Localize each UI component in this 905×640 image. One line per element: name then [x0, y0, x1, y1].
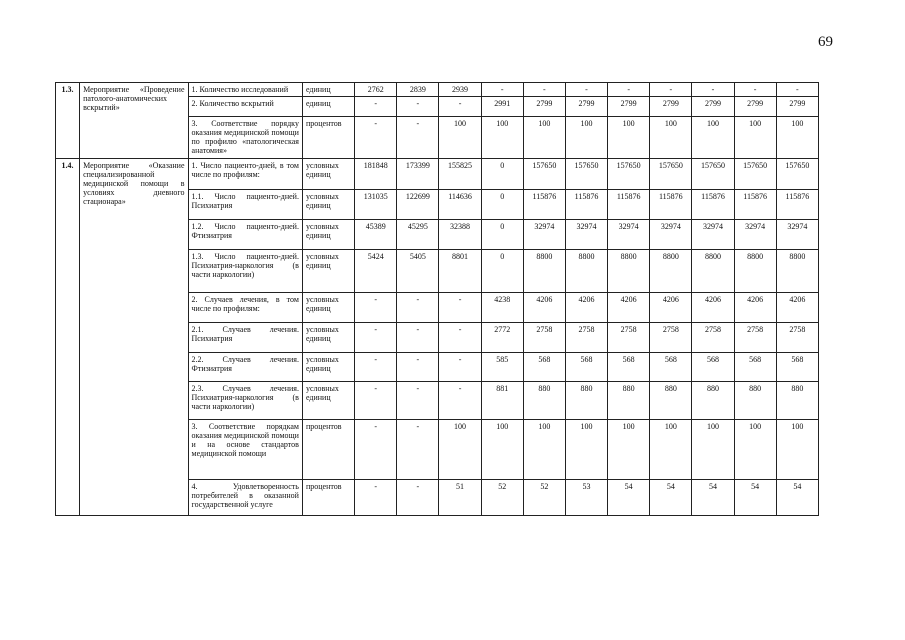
value-cell: 157650	[734, 159, 776, 190]
value-cell: 122699	[397, 190, 439, 220]
indicator-cell: 2. Количество вскрытий	[188, 97, 302, 117]
unit-cell: условных единиц	[302, 159, 354, 190]
value-cell: 52	[523, 480, 565, 516]
value-cell: -	[439, 353, 481, 382]
unit-cell: условных единиц	[302, 220, 354, 250]
value-cell: 32388	[439, 220, 481, 250]
value-cell: -	[608, 83, 650, 97]
value-cell: 2758	[608, 323, 650, 353]
value-cell: -	[355, 382, 397, 420]
value-cell: 32974	[650, 220, 692, 250]
value-cell: 2758	[565, 323, 607, 353]
value-cell: 32974	[608, 220, 650, 250]
indicator-cell: 2.2. Случаев лечения. Фтизиатрия	[188, 353, 302, 382]
value-cell: -	[397, 382, 439, 420]
value-cell: 100	[734, 117, 776, 159]
value-cell: -	[439, 323, 481, 353]
table-body	[56, 83, 819, 516]
value-cell: 157650	[776, 159, 818, 190]
value-cell: 8800	[692, 250, 734, 293]
value-cell: -	[397, 97, 439, 117]
page-number: 69	[818, 34, 833, 50]
value-cell: 155825	[439, 159, 481, 190]
value-cell: 100	[650, 117, 692, 159]
value-cell: 131035	[355, 190, 397, 220]
value-cell: 100	[608, 420, 650, 480]
value-cell: -	[439, 97, 481, 117]
value-cell: 8801	[439, 250, 481, 293]
value-cell: 2799	[608, 97, 650, 117]
value-cell: 2991	[481, 97, 523, 117]
value-cell: 54	[650, 480, 692, 516]
indicator-cell: 1.2. Число пациенто-дней. Фтизиатрия	[188, 220, 302, 250]
value-cell: 32974	[692, 220, 734, 250]
value-cell: 100	[692, 420, 734, 480]
value-cell: 568	[692, 353, 734, 382]
value-cell: 114636	[439, 190, 481, 220]
value-cell: 2758	[776, 323, 818, 353]
value-cell: 880	[776, 382, 818, 420]
value-cell: 4238	[481, 293, 523, 323]
value-cell: 8800	[776, 250, 818, 293]
value-cell: 2799	[734, 97, 776, 117]
value-cell: 880	[734, 382, 776, 420]
value-cell: 100	[481, 117, 523, 159]
value-cell: 32974	[565, 220, 607, 250]
indicator-cell: 3. Соответствие порядкам оказания медицинской помощи и на основе стандартов медицинской помощи	[188, 420, 302, 480]
value-cell: -	[692, 83, 734, 97]
value-cell: 157650	[608, 159, 650, 190]
value-cell: -	[397, 353, 439, 382]
section-number: 1.4.	[56, 159, 80, 516]
value-cell: 100	[776, 117, 818, 159]
value-cell: 5405	[397, 250, 439, 293]
table-row	[56, 83, 819, 97]
value-cell: -	[481, 83, 523, 97]
value-cell: 568	[523, 353, 565, 382]
value-cell: 568	[734, 353, 776, 382]
value-cell: 568	[650, 353, 692, 382]
value-cell: 100	[439, 420, 481, 480]
unit-cell: процентов	[302, 480, 354, 516]
value-cell: 100	[776, 420, 818, 480]
unit-cell: условных единиц	[302, 323, 354, 353]
unit-cell: процентов	[302, 117, 354, 159]
value-cell: 100	[565, 117, 607, 159]
value-cell: 45389	[355, 220, 397, 250]
section-number: 1.3.	[56, 83, 80, 159]
value-cell: -	[397, 117, 439, 159]
value-cell: 54	[692, 480, 734, 516]
value-cell: 881	[481, 382, 523, 420]
value-cell: 2772	[481, 323, 523, 353]
value-cell: 52	[481, 480, 523, 516]
indicator-cell: 1. Число пациенто-дней, в том числе по профилям:	[188, 159, 302, 190]
value-cell: 54	[734, 480, 776, 516]
value-cell: 0	[481, 250, 523, 293]
value-cell: 8800	[565, 250, 607, 293]
value-cell: 2762	[355, 83, 397, 97]
value-cell: -	[397, 323, 439, 353]
value-cell: 115876	[776, 190, 818, 220]
value-cell: 0	[481, 220, 523, 250]
value-cell: 568	[608, 353, 650, 382]
value-cell: 53	[565, 480, 607, 516]
unit-cell: условных единиц	[302, 382, 354, 420]
value-cell: 2939	[439, 83, 481, 97]
value-cell: 54	[776, 480, 818, 516]
value-cell: 100	[692, 117, 734, 159]
value-cell: -	[355, 353, 397, 382]
value-cell: 173399	[397, 159, 439, 190]
value-cell: -	[439, 382, 481, 420]
value-cell: 0	[481, 190, 523, 220]
value-cell: -	[650, 83, 692, 97]
value-cell: 115876	[734, 190, 776, 220]
value-cell: 2758	[650, 323, 692, 353]
value-cell: 880	[565, 382, 607, 420]
value-cell: 8800	[734, 250, 776, 293]
value-cell: -	[355, 97, 397, 117]
indicator-cell: 2.1. Случаев лечения. Психиатрия	[188, 323, 302, 353]
value-cell: 8800	[608, 250, 650, 293]
value-cell: 100	[523, 117, 565, 159]
value-cell: 880	[650, 382, 692, 420]
value-cell: 2799	[565, 97, 607, 117]
value-cell: 2799	[650, 97, 692, 117]
value-cell: -	[439, 293, 481, 323]
indicator-cell: 2. Случаев лечения, в том числе по профилям:	[188, 293, 302, 323]
value-cell: 181848	[355, 159, 397, 190]
value-cell: 4206	[523, 293, 565, 323]
value-cell: 0	[481, 159, 523, 190]
value-cell: -	[355, 117, 397, 159]
value-cell: 100	[608, 117, 650, 159]
value-cell: 880	[692, 382, 734, 420]
value-cell: 2839	[397, 83, 439, 97]
value-cell: -	[523, 83, 565, 97]
value-cell: 100	[650, 420, 692, 480]
value-cell: 157650	[692, 159, 734, 190]
value-cell: -	[355, 323, 397, 353]
unit-cell: условных единиц	[302, 293, 354, 323]
value-cell: 2799	[523, 97, 565, 117]
value-cell: 4206	[776, 293, 818, 323]
value-cell: 5424	[355, 250, 397, 293]
value-cell: -	[397, 293, 439, 323]
value-cell: 32974	[734, 220, 776, 250]
value-cell: 100	[523, 420, 565, 480]
value-cell: 2758	[523, 323, 565, 353]
unit-cell: условных единиц	[302, 250, 354, 293]
value-cell: 2799	[692, 97, 734, 117]
value-cell: -	[397, 480, 439, 516]
value-cell: -	[355, 480, 397, 516]
value-cell: 568	[565, 353, 607, 382]
value-cell: 4206	[692, 293, 734, 323]
value-cell: 2758	[734, 323, 776, 353]
indicator-cell: 1. Количество исследований	[188, 83, 302, 97]
value-cell: 115876	[565, 190, 607, 220]
value-cell: -	[734, 83, 776, 97]
value-cell: -	[397, 420, 439, 480]
indicator-cell: 2.3. Случаев лечения. Психиатрия-наркология (в части наркологии)	[188, 382, 302, 420]
section-title: Мероприятие «Оказание специализированной медицинской помощи в условиях дневного стационара»	[80, 159, 188, 516]
value-cell: -	[355, 420, 397, 480]
indicators-table	[55, 82, 819, 516]
value-cell: 100	[439, 117, 481, 159]
value-cell: 100	[565, 420, 607, 480]
value-cell: 4206	[650, 293, 692, 323]
value-cell: 8800	[650, 250, 692, 293]
indicator-cell: 4. Удовлетворенность потребителей в оказанной государственной услуге	[188, 480, 302, 516]
value-cell: 32974	[523, 220, 565, 250]
value-cell: 4206	[608, 293, 650, 323]
unit-cell: условных единиц	[302, 190, 354, 220]
indicator-cell: 1.3. Число пациенто-дней. Психиатрия-наркология (в части наркологии)	[188, 250, 302, 293]
value-cell: 115876	[692, 190, 734, 220]
unit-cell: единиц	[302, 83, 354, 97]
value-cell: 100	[481, 420, 523, 480]
value-cell: 157650	[650, 159, 692, 190]
value-cell: 115876	[523, 190, 565, 220]
unit-cell: условных единиц	[302, 353, 354, 382]
value-cell: 568	[776, 353, 818, 382]
value-cell: 115876	[650, 190, 692, 220]
indicator-cell: 1.1. Число пациенто-дней. Психиатрия	[188, 190, 302, 220]
value-cell: -	[565, 83, 607, 97]
value-cell: 32974	[776, 220, 818, 250]
value-cell: 115876	[608, 190, 650, 220]
value-cell: 51	[439, 480, 481, 516]
value-cell: 45295	[397, 220, 439, 250]
indicator-cell: 3. Соответствие порядку оказания медицинской помощи по профилю «патологическая анатомия»	[188, 117, 302, 159]
value-cell: -	[776, 83, 818, 97]
value-cell: 157650	[523, 159, 565, 190]
section-title: Мероприятие «Проведение патолого-анатомических вскрытий»	[80, 83, 188, 159]
value-cell: 2758	[692, 323, 734, 353]
value-cell: 4206	[565, 293, 607, 323]
value-cell: 585	[481, 353, 523, 382]
value-cell: 2799	[776, 97, 818, 117]
value-cell: 54	[608, 480, 650, 516]
value-cell: 4206	[734, 293, 776, 323]
table-row	[56, 159, 819, 190]
unit-cell: процентов	[302, 420, 354, 480]
unit-cell: единиц	[302, 97, 354, 117]
value-cell: 157650	[565, 159, 607, 190]
value-cell: 100	[734, 420, 776, 480]
value-cell: 8800	[523, 250, 565, 293]
value-cell: 880	[523, 382, 565, 420]
value-cell: -	[355, 293, 397, 323]
value-cell: 880	[608, 382, 650, 420]
